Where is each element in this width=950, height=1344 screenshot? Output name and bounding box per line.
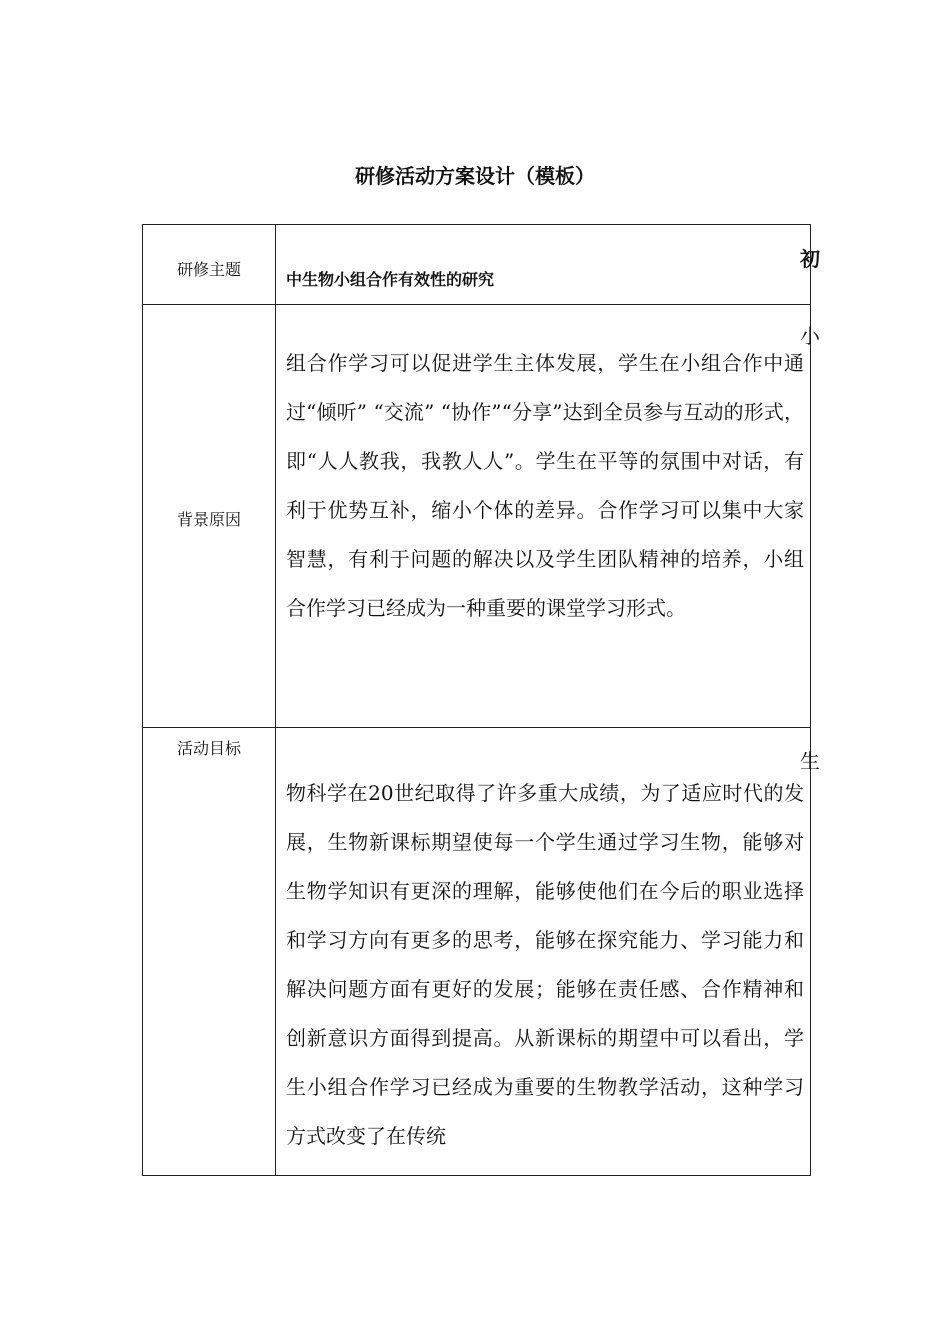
overflow-char-background: 小	[800, 324, 820, 348]
overflow-char-goal: 生	[800, 749, 820, 773]
topic-text: 中生物小组合作有效性的研究	[286, 270, 495, 289]
content-cell-topic	[276, 225, 811, 305]
content-cell-background	[276, 305, 811, 728]
label-cell-topic	[143, 225, 276, 305]
topic-label: 研修主题	[176, 260, 241, 279]
page-title: 研修活动方案设计（模板）	[355, 164, 595, 188]
overflow-char-topic: 初	[800, 247, 820, 271]
background-text: 组合作学习可以促进学生主体发展，学生在小组合作中通过“倾听” “交流” “协作”“分享”达到全员参与互动的形式，即“人人教我，我教人人”。学生在平等的氛围中对话，有利于优势互补，缩小个体的差异。合作学习可以集中大家智慧，有利于问题的解决以及学生团队精神的培养，小组合作学习已经成为一种重要的课堂学习形式。	[286, 351, 804, 620]
goal-text: 物科学在20世纪取得了许多重大成绩，为了适应时代的发展，生物新课标期望使每一个学生通过学习生物，能够对生物学知识有更深的理解，能够使他们在今后的职业选择和学习方向有更多的思考，能够在探究能力、学习能力和解决问题方面有更好的发展；能够在责任感、合作精神和创新意识方面得到提高。从新课标的期望中可以看出，学生小组合作学习已经成为重要的生物教学活动，这种学习方式改变了在传统	[286, 781, 804, 1148]
table-row-topic	[143, 225, 811, 305]
table-row-background	[143, 305, 811, 728]
label-cell-goal	[143, 728, 276, 1176]
label-cell-background	[143, 305, 276, 728]
content-cell-goal	[276, 728, 811, 1176]
goal-label: 活动目标	[176, 739, 241, 758]
background-label: 背景原因	[176, 510, 241, 529]
table-row-goal	[143, 728, 811, 1176]
activity-plan-table	[142, 224, 811, 1176]
